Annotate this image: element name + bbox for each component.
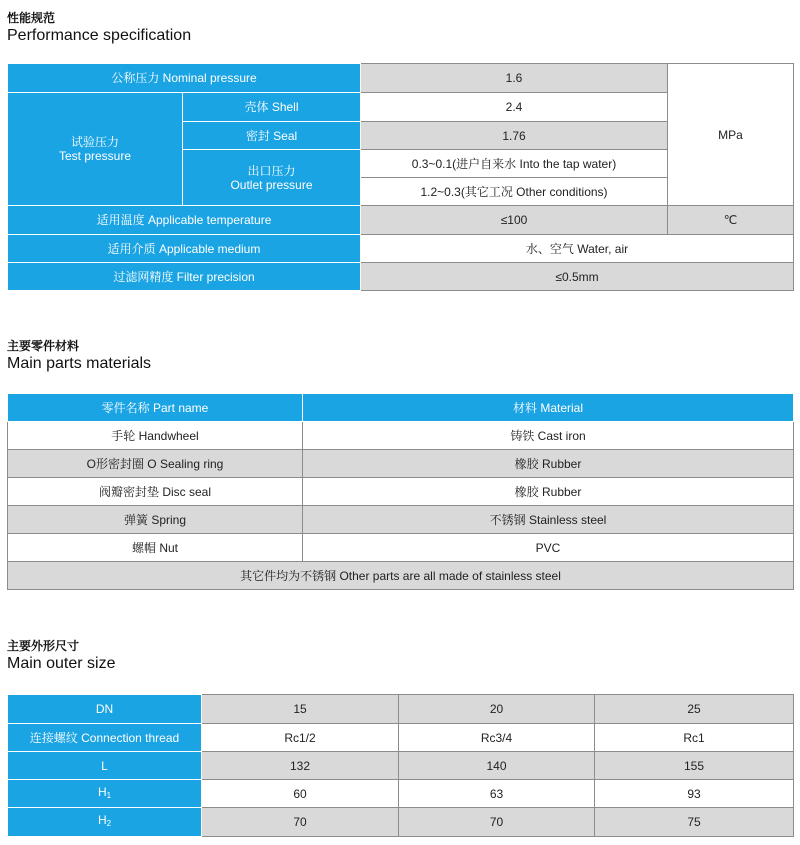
thread-value: Rc1 bbox=[595, 724, 794, 752]
performance-table bbox=[7, 63, 794, 291]
test-pressure-label-en: Test pressure bbox=[58, 149, 132, 163]
shell-value: 2.4 bbox=[361, 93, 668, 122]
l-value: 140 bbox=[399, 752, 595, 780]
h2-label-main: H bbox=[97, 813, 107, 827]
h2-value: 70 bbox=[399, 808, 595, 837]
outlet-pressure-label-zh: 出口压力 bbox=[247, 163, 296, 178]
seal-value: 1.76 bbox=[361, 122, 668, 150]
thread-value: Rc1/2 bbox=[202, 724, 399, 752]
part-material: 橡胶 Rubber bbox=[303, 478, 794, 506]
outlet-pressure-label bbox=[183, 150, 361, 206]
h2-value: 75 bbox=[595, 808, 794, 837]
part-name: 手轮 Handwheel bbox=[8, 422, 303, 450]
materials-title-en: Main parts materials bbox=[7, 355, 152, 372]
nominal-pressure-value: 1.6 bbox=[361, 64, 668, 93]
h1-value: 60 bbox=[202, 780, 399, 808]
temperature-label: 适用温度 Applicable temperature bbox=[8, 206, 361, 235]
pressure-unit: MPa bbox=[668, 64, 794, 206]
h2-label-sub: 2 bbox=[106, 819, 112, 828]
temperature-value: ≤100 bbox=[361, 206, 668, 235]
dn-value: 25 bbox=[595, 695, 794, 724]
part-name: 弹簧 Spring bbox=[8, 506, 303, 534]
part-name: 螺帽 Nut bbox=[8, 534, 303, 562]
h2-label bbox=[8, 808, 202, 837]
h1-label bbox=[8, 780, 202, 808]
thread-label: 连接螺纹 Connection thread bbox=[8, 724, 202, 752]
size-table bbox=[7, 694, 794, 837]
filter-label: 过滤网精度 Filter precision bbox=[8, 263, 361, 291]
thread-value: Rc3/4 bbox=[399, 724, 595, 752]
nominal-pressure-label: 公称压力 Nominal pressure bbox=[8, 64, 361, 93]
materials-header-part: 零件名称 Part name bbox=[8, 394, 303, 422]
shell-label: 壳体 Shell bbox=[183, 93, 361, 122]
part-material: 不锈钢 Stainless steel bbox=[303, 506, 794, 534]
h1-label-sub: 1 bbox=[106, 790, 112, 800]
l-value: 155 bbox=[595, 752, 794, 780]
part-name: 阀瓣密封垫 Disc seal bbox=[8, 478, 303, 506]
filter-value: ≤0.5mm bbox=[361, 263, 794, 291]
outlet-pressure-label-en: Outlet pressure bbox=[230, 177, 313, 192]
l-label: L bbox=[8, 752, 202, 780]
size-title-en: Main outer size bbox=[7, 655, 116, 672]
dn-value: 15 bbox=[202, 695, 399, 724]
h1-value: 63 bbox=[399, 780, 595, 808]
outlet-pressure-value-1: 0.3~0.1(进户自来水 Into the tap water) bbox=[361, 150, 668, 178]
dn-value: 20 bbox=[399, 695, 595, 724]
materials-footer-note: 其它件均为不锈钢 Other parts are all made of stainless steel bbox=[8, 562, 794, 590]
l-value: 132 bbox=[202, 752, 399, 780]
part-name: O形密封圈 O Sealing ring bbox=[8, 450, 303, 478]
materials-header-material: 材料 Material bbox=[303, 394, 794, 422]
performance-title-en: Performance specification bbox=[7, 27, 192, 44]
materials-title-zh: 主要零件材料 bbox=[7, 339, 80, 353]
seal-label: 密封 Seal bbox=[183, 122, 361, 150]
size-title-zh: 主要外形尺寸 bbox=[7, 639, 80, 653]
part-material: 铸铁 Cast iron bbox=[303, 422, 794, 450]
part-material: 橡胶 Rubber bbox=[303, 450, 794, 478]
materials-table bbox=[7, 393, 794, 590]
dn-label: DN bbox=[8, 695, 202, 724]
medium-label: 适用介质 Applicable medium bbox=[8, 235, 361, 263]
part-material: PVC bbox=[303, 534, 794, 562]
h1-value: 93 bbox=[595, 780, 794, 808]
h2-value: 70 bbox=[202, 808, 399, 837]
h1-label-main: H bbox=[97, 784, 107, 799]
test-pressure-label bbox=[8, 93, 183, 206]
temperature-unit: ℃ bbox=[668, 206, 794, 235]
performance-title-zh: 性能规范 bbox=[7, 11, 56, 25]
medium-value: 水、空气 Water, air bbox=[361, 235, 794, 263]
outlet-pressure-value-2: 1.2~0.3(其它工况 Other conditions) bbox=[361, 178, 668, 206]
test-pressure-label-zh: 试验压力 bbox=[70, 135, 119, 149]
